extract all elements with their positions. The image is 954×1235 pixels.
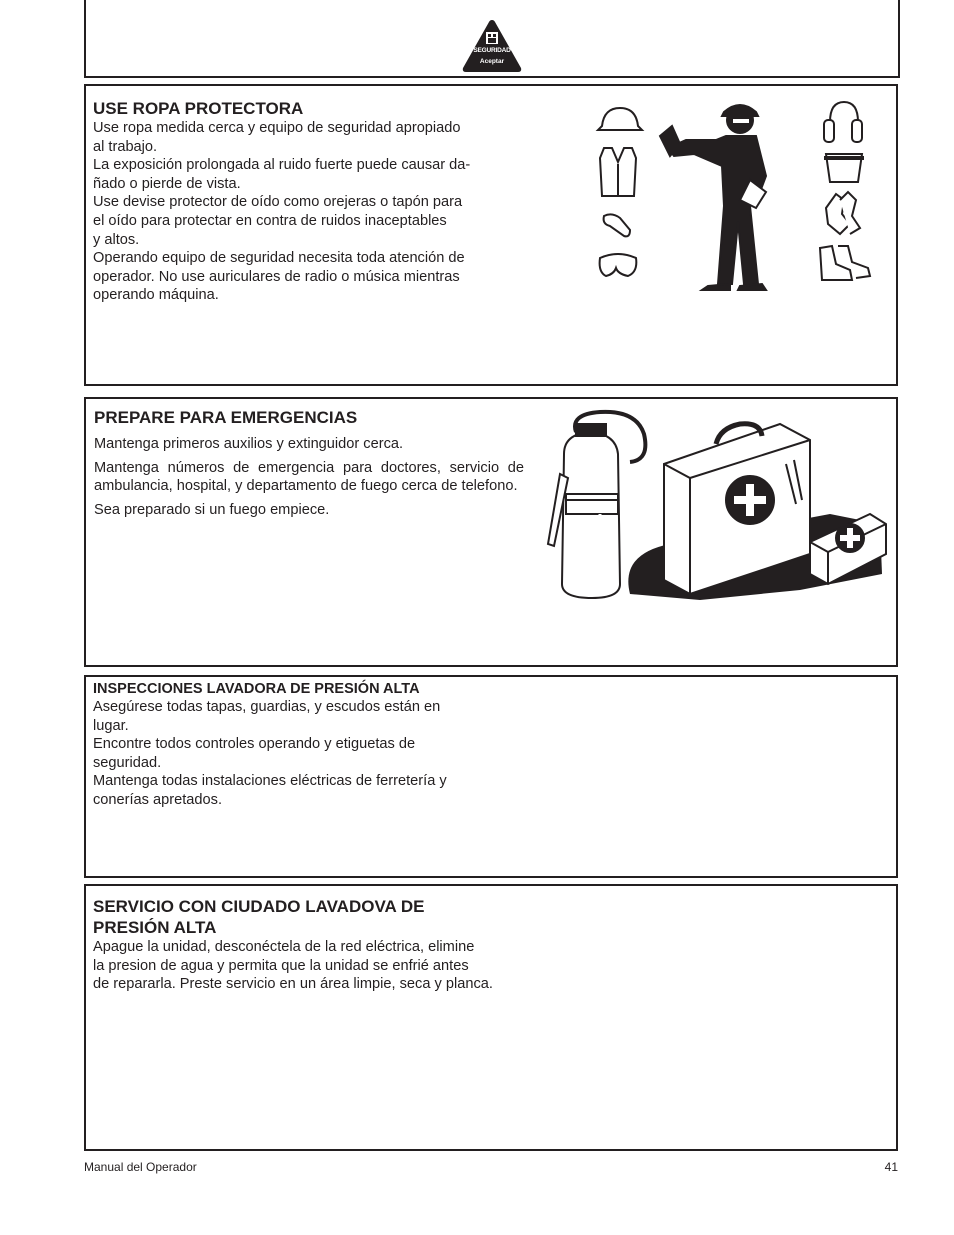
section-servicio-line: Apague la unidad, desconéctela de la red eléctrica, elimine [93, 939, 475, 955]
section-inspecciones-line: lugar. [93, 717, 129, 734]
section-ropa-line: el oído para protectar en contra de ruidos inaceptables [93, 212, 447, 229]
section-servicio [84, 884, 898, 1151]
section-emergencias-paragraph: Mantenga primeros auxilios y extinguidor cerca. [94, 436, 404, 452]
safety-badge-line1: SEGURIDAD [473, 47, 511, 54]
emergency-equipment-illustration [540, 404, 888, 604]
section-ropa-line: ñado o pierde de vista. [93, 175, 241, 192]
section-inspecciones-line: Encontre todos controles operando y etiguetas de [93, 736, 416, 753]
section-inspecciones-title: INSPECCIONES LAVADORA DE PRESIÓN ALTA [93, 681, 420, 697]
section-emergencias-title: PREPARE PARA EMERGENCIAS [94, 408, 358, 427]
protective-equipment-illustration [590, 96, 880, 296]
ear-muffs-icon [830, 102, 858, 122]
section-emergencias-paragraph: Mantenga números de emergencia para doctores, servicio de ambulancia, hospital, y departamento de fuego cerca de telefono. [94, 459, 524, 495]
section-ropa-line: Use ropa medida cerca y equipo de seguridad apropiado [93, 120, 461, 136]
section-inspecciones-line: Mantenga todas instalaciones eléctricas de ferretería y [93, 773, 447, 790]
safety-boots-icon [820, 246, 852, 280]
section-ropa-title: USE ROPA PROTECTORA [93, 99, 304, 118]
section-servicio-title: PRESIÓN ALTA [93, 918, 217, 937]
ear-plugs-icon [604, 214, 630, 236]
section-inspecciones-line: conerías apretados. [93, 791, 222, 808]
section-ropa-line: al trabajo. [93, 138, 158, 155]
section-servicio-line: de repararla. Preste servicio en un área limpie, seca y planca. [93, 976, 493, 993]
section-ropa-line: La exposición prolongada al ruido fuerte puede causar da- [93, 157, 471, 174]
section-ropa-line: Use devise protector de oído como orejeras o tapón para [93, 194, 463, 211]
section-ropa-line: operador. No use auriculares de radio o música mientras [93, 268, 460, 285]
section-ropa-line: Operando equipo de seguridad necesita toda atención de [93, 250, 465, 267]
section-servicio-title: SERVICIO CON CIUDADO LAVADOVA DE [93, 897, 425, 916]
goggles-icon [600, 254, 637, 276]
worker-figure-icon [660, 105, 766, 290]
safety-badge-line2: Aceptar [479, 58, 505, 65]
section-inspecciones [84, 675, 898, 878]
section-inspecciones-line: Asegúrese todas tapas, guardias, y escudos están en [93, 699, 441, 715]
section-ropa-line: y altos. [93, 231, 140, 248]
footer-manual-name: Manual del Operador [84, 1160, 197, 1174]
footer-page-number: 41 [884, 1160, 898, 1174]
hard-hat-icon [598, 108, 642, 130]
section-emergencias-paragraph: Sea preparado si un fuego empiece. [94, 501, 330, 518]
section-servicio-line: la presion de agua y permita que la unidad se enfrié antes [93, 957, 469, 974]
section-inspecciones-line: seguridad. [93, 754, 162, 771]
safety-badge-icon [461, 18, 523, 74]
section-ropa-line: operando máquina. [93, 287, 219, 304]
